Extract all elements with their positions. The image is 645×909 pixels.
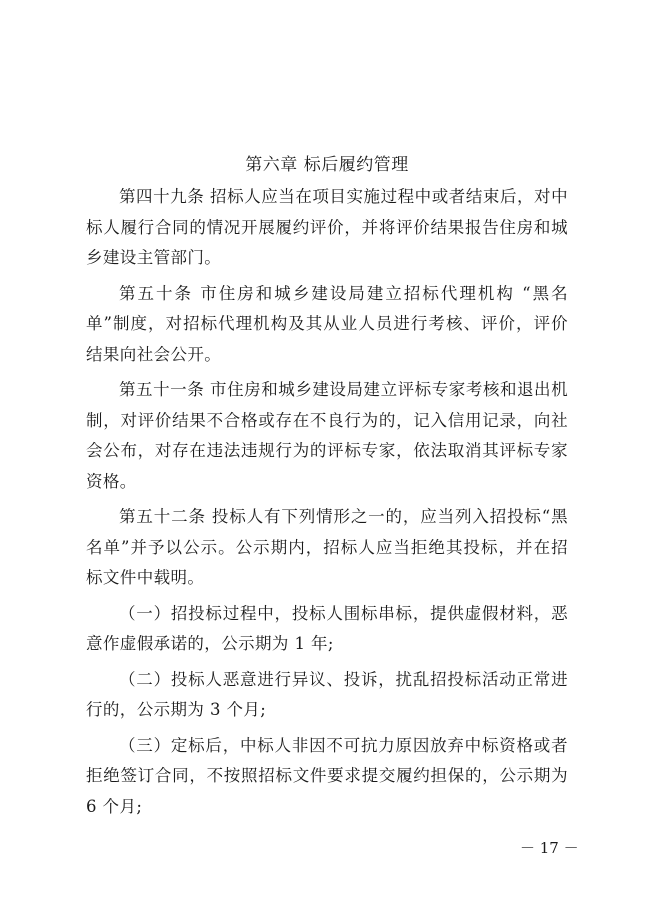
clause-3: （三）定标后，中标人非因不可抗力原因放弃中标资格或者拒绝签订合同，不按照招标文件要求提交履约担保的，公示期为 6 个月; <box>86 735 568 816</box>
clause-2: （二）投标人恶意进行异议、投诉，扰乱招投标活动正常进行的，公示期为 3 个月; <box>86 669 568 719</box>
page-number: － 17 － <box>520 839 579 857</box>
article-49: 第四十九条 招标人应当在项目实施过程中或者结束后，对中标人履行合同的情况开展履约评价，并将评价结果报告住房和城乡建设主管部门。 <box>86 187 568 267</box>
article-51: 第五十一条 市住房和城乡建设局建立评标专家考核和退出机制，对评价结果不合格或存在不良行为的，记入信用记录，向社会公布，对存在违法违规行为的评标专家，依法取消其评标专家资格。 <box>86 380 568 491</box>
clause-1: （一）招投标过程中，投标人围标串标，提供虚假材料，恶意作虚假承诺的，公示期为 1 年; <box>86 603 568 653</box>
chapter-title: 第六章 标后履约管理 <box>245 155 409 175</box>
article-52: 第五十二条 投标人有下列情形之一的，应当列入招投标“黑名单”并予以公示。公示期内，招标人应当拒绝其投标，并在招标文件中载明。 <box>86 507 568 587</box>
article-50: 第五十条 市住房和城乡建设局建立招标代理机构 “黑名单”制度，对招标代理机构及其从业人员进行考核、评价，评价结果向社会公开。 <box>86 283 568 364</box>
document-body <box>86 150 568 827</box>
